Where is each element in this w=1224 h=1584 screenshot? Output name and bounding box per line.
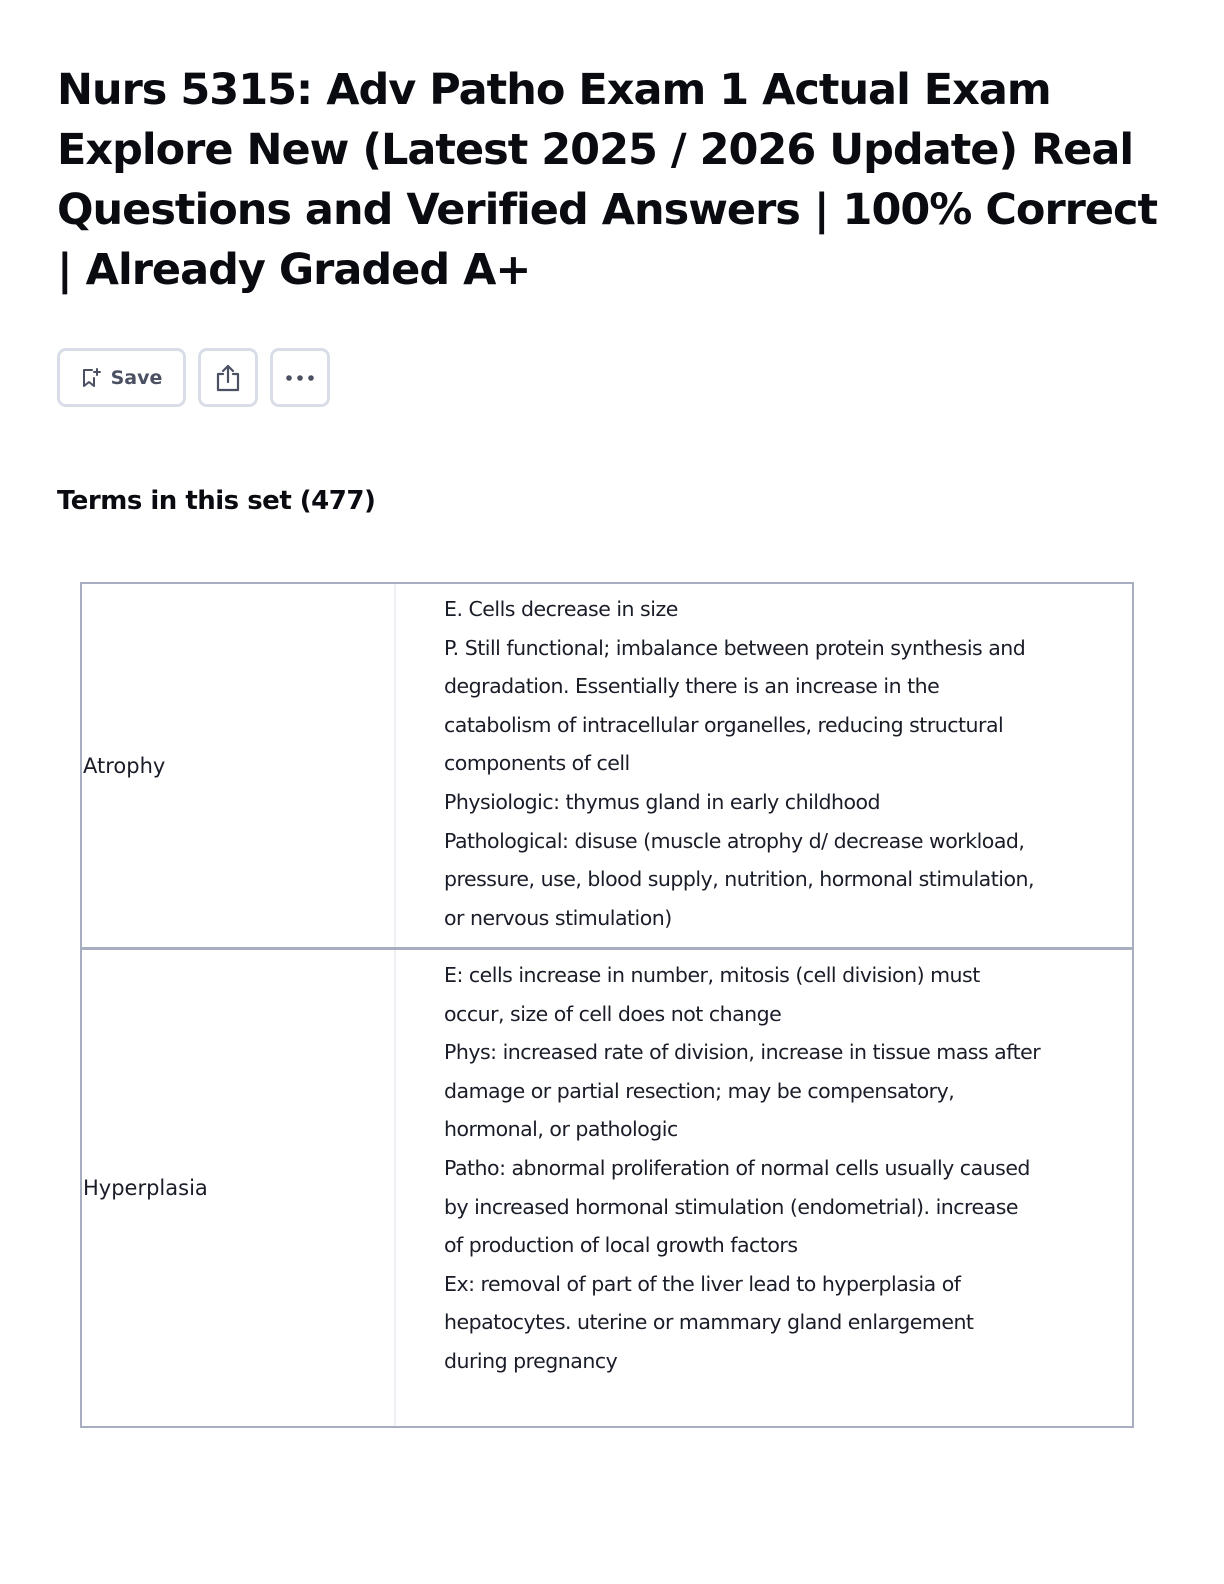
save-label: Save bbox=[110, 366, 163, 389]
more-options-button[interactable] bbox=[270, 348, 330, 407]
terms-table bbox=[80, 582, 1134, 1428]
term-cell: Atrophy bbox=[82, 584, 396, 947]
page-title: Nurs 5315: Adv Patho Exam 1 Actual Exam Explore New (Latest 2025 / 2026 Update) Real Questions and Verified Answers | 100% Correct | Already Graded A+ bbox=[57, 65, 1158, 295]
more-horizontal-icon bbox=[285, 374, 315, 382]
definition-cell: E. Cells decrease in size P. Still functional; imbalance between protein synthesis and degradation. Essentially there is an increase in the catabolism of intracellular organelles, reducing structural components of cell Physiologic: thymus gland in early childhood Pathological: disuse (muscle atrophy d/ decrease workload, pressure, use, blood supply, nutrition, hormonal stimulation, or nervous stimulation) bbox=[444, 597, 1035, 930]
set-toolbar bbox=[57, 348, 330, 407]
save-button[interactable] bbox=[57, 348, 186, 407]
share-button[interactable] bbox=[198, 348, 258, 407]
terms-count-heading: Terms in this set (477) bbox=[57, 486, 376, 516]
share-icon bbox=[214, 363, 242, 393]
term-row-atrophy bbox=[82, 584, 1132, 947]
definition-cell: E: cells increase in number, mitosis (cell division) must occur, size of cell does not change Phys: increased rate of division, increase in tissue mass after damage or partial resection; may be compensatory, hormonal, or pathologic Patho: abnormal proliferation of normal cells usually caused by increased hormonal stimulation (endometrial). increase of production of local growth factors Ex: removal of part of the liver lead to hyperplasia of hepatocytes. uterine or mammary gland enlargement during pregnancy bbox=[444, 963, 1041, 1373]
bookmark-add-icon bbox=[81, 367, 101, 389]
term-row-hyperplasia bbox=[82, 947, 1132, 1426]
term-cell: Hyperplasia bbox=[82, 950, 396, 1426]
